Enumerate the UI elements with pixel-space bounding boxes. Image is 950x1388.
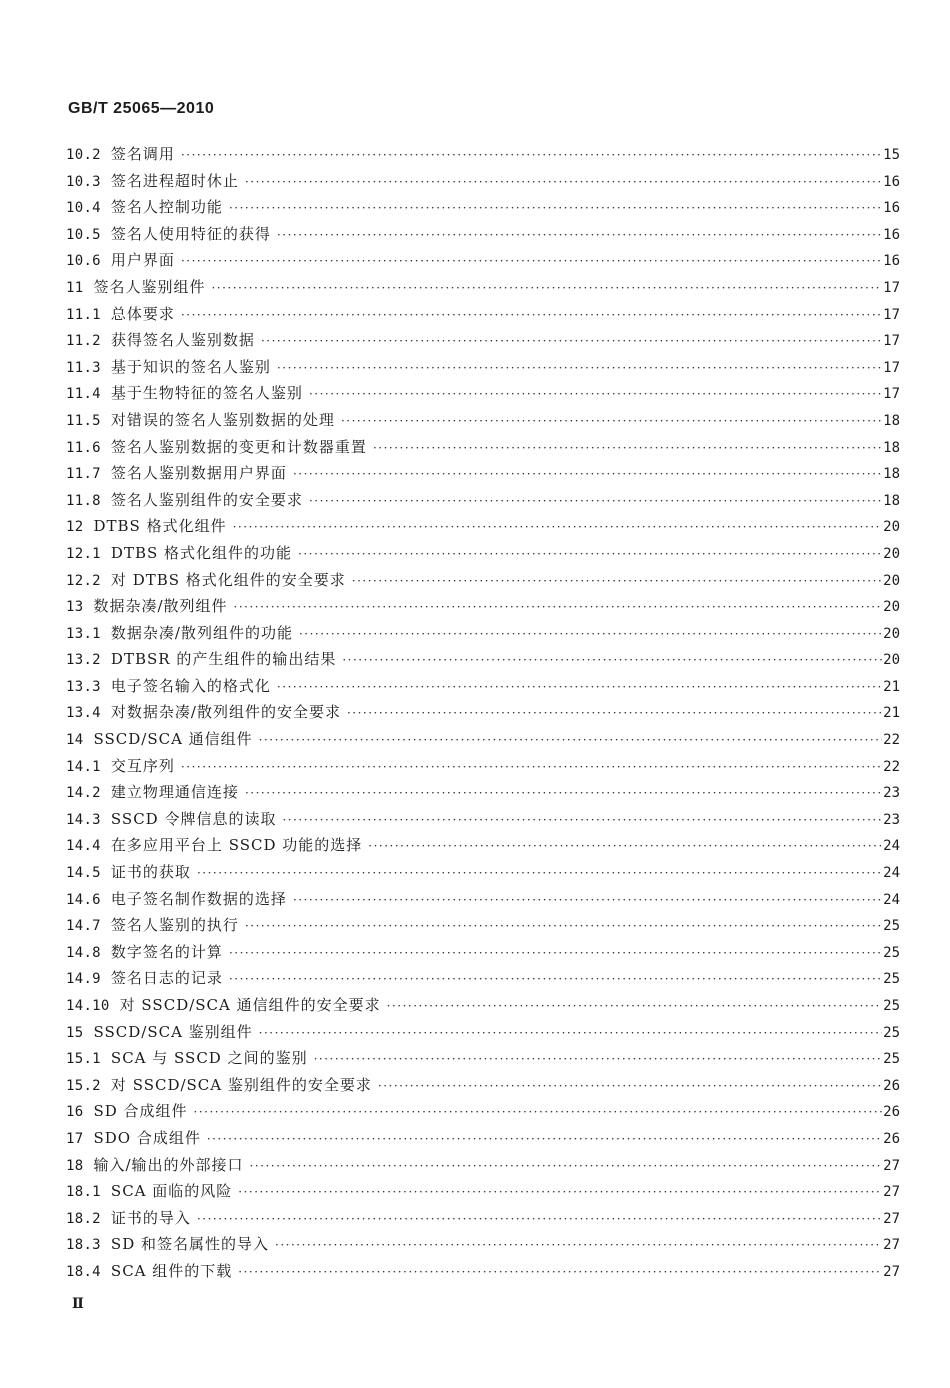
toc-entry-number: 18.3 [66,1237,101,1254]
toc-entry-number: 15 [66,1024,84,1041]
toc-entry[interactable] [66,223,900,250]
toc-entry-number: 10.6 [66,253,101,270]
toc-entry-title: 交互序列 [110,756,175,775]
toc-entry-title: 签名人鉴别组件 [93,277,206,296]
toc-entry-number: 11.1 [66,306,101,323]
toc-entry-title: SSCD 令牌信息的读取 [110,809,277,828]
toc-entry-page: 18 [883,439,900,456]
toc-entry-number: 11.4 [66,386,101,403]
toc-entry-number: 13.1 [66,625,101,642]
toc-entry-page: 18 [883,466,900,483]
toc-entry-page: 20 [883,652,900,669]
toc-entry[interactable] [66,1047,900,1074]
toc-dot-leader [255,334,882,348]
toc-entry-number: 11.3 [66,359,101,376]
toc-dot-leader [269,1238,882,1252]
toc-dot-leader [253,733,882,747]
toc-entry-page: 27 [883,1237,900,1254]
toc-entry-title: 电子签名输入的格式化 [110,676,271,695]
toc-entry-page: 27 [883,1210,900,1227]
toc-entry[interactable] [66,675,900,702]
toc-entry[interactable] [66,728,900,755]
toc-entry[interactable] [66,941,900,968]
toc-entry-number: 14.6 [66,891,101,908]
toc-entry-title: 证书的获取 [110,863,191,882]
toc-entry-page: 22 [883,732,900,749]
toc-entry-number: 11.2 [66,333,101,350]
toc-entry-number: 18.1 [66,1184,101,1201]
toc-entry-page: 16 [883,173,900,190]
toc-entry-number: 14.5 [66,865,101,882]
toc-entry-title: SD 合成组件 [93,1102,188,1121]
toc-entry-number: 12 [66,519,84,536]
toc-entry[interactable] [66,436,900,463]
toc-entry-page: 25 [883,1024,900,1041]
toc-dot-leader [191,866,882,880]
toc-entry[interactable] [66,648,900,675]
toc-entry-page: 25 [883,944,900,961]
toc-dot-leader [188,1105,882,1119]
toc-entry-page: 20 [883,599,900,616]
toc-dot-leader [335,414,882,428]
toc-entry[interactable] [66,1233,900,1260]
toc-entry-number: 15.1 [66,1051,101,1068]
toc-entry-title: 签名人鉴别的执行 [110,916,239,935]
toc-dot-leader [223,946,882,960]
toc-entry-page: 27 [883,1263,900,1280]
toc-entry[interactable] [66,808,900,835]
toc-entry-number: 16 [66,1104,84,1121]
toc-dot-leader [223,201,882,215]
toc-entry-number: 10.5 [66,226,101,243]
toc-entry[interactable] [66,329,900,356]
toc-dot-leader [223,972,882,986]
toc-entry-title: 数据杂凑/散列组件 [93,597,228,616]
toc-entry[interactable] [66,489,900,516]
toc-entry-number: 10.3 [66,173,101,190]
toc-entry-page: 27 [883,1157,900,1174]
toc-entry-page: 20 [883,572,900,589]
toc-entry-title: 对数据杂凑/散列组件的安全要求 [110,703,341,722]
toc-entry-title: SCA 面临的风险 [110,1182,233,1201]
toc-dot-leader [239,786,882,800]
toc-entry-page: 21 [883,705,900,722]
toc-entry[interactable] [66,1180,900,1207]
toc-dot-leader [175,308,882,322]
toc-entry-title: 数字签名的计算 [110,942,223,961]
toc-entry-page: 23 [883,811,900,828]
toc-entry[interactable] [66,994,900,1021]
toc-entry-title: 签名调用 [110,145,175,163]
toc-entry-title: 签名人鉴别数据用户界面 [110,464,287,483]
toc-dot-leader [336,653,882,667]
toc-entry-title: 用户界面 [110,251,175,270]
toc-entry-number: 13 [66,599,84,616]
toc-entry-page: 18 [883,412,900,429]
toc-entry[interactable] [66,861,900,888]
toc-entry-page: 25 [883,1051,900,1068]
toc-dot-leader [372,1079,882,1093]
toc-dot-leader [367,441,882,455]
toc-entry-page: 23 [883,785,900,802]
toc-entry-page: 17 [883,359,900,376]
toc-entry[interactable] [66,888,900,915]
toc-entry-page: 26 [883,1077,900,1094]
toc-entry-title: 签名人鉴别组件的安全要求 [110,490,303,509]
toc-entry-number: 14.9 [66,971,101,988]
toc-entry-number: 13.2 [66,652,101,669]
toc-entry-title: SSCD/SCA 通信组件 [93,730,253,749]
toc-dot-leader [287,893,882,907]
toc-entry[interactable] [66,356,900,383]
toc-entry[interactable] [66,595,900,622]
toc-entry[interactable] [66,1207,900,1234]
toc-entry-page: 20 [883,625,900,642]
toc-entry-page: 25 [883,998,900,1014]
toc-entry-page: 25 [883,918,900,935]
toc-entry-page: 20 [883,519,900,536]
toc-entry-page: 15 [883,147,900,163]
toc-dot-leader [308,1052,882,1066]
toc-entry-number: 14.1 [66,758,101,775]
toc-entry[interactable] [66,143,900,170]
toc-entry-number: 14.8 [66,944,101,961]
toc-entry-title: 建立物理通信连接 [110,783,239,802]
toc-entry-title: 签名日志的记录 [110,969,223,988]
toc-entry[interactable] [66,701,900,728]
toc-dot-leader [303,494,882,508]
toc-dot-leader [346,574,882,588]
toc-dot-leader [271,361,882,375]
toc-entry[interactable] [66,914,900,941]
toc-entry-number: 14.7 [66,918,101,935]
toc-entry-number: 13.4 [66,705,101,722]
toc-entry-title: 总体要求 [110,304,175,323]
toc-dot-leader [232,1265,882,1279]
toc-entry-number: 14 [66,732,84,749]
toc-entry[interactable] [66,1260,900,1287]
toc-entry[interactable] [66,1127,900,1154]
toc-entry-page: 18 [883,492,900,509]
toc-entry-title: SSCD/SCA 鉴别组件 [93,1022,253,1041]
toc-entry-number: 17 [66,1130,84,1147]
toc-entry-page: 27 [883,1184,900,1201]
toc-entry-number: 14.10 [66,998,110,1014]
toc-entry-title: 输入/输出的外部接口 [93,1155,244,1174]
toc-entry[interactable] [66,515,900,542]
toc-entry-title: 对 SSCD/SCA 通信组件的安全要求 [119,996,381,1014]
toc-entry-page: 16 [883,226,900,243]
toc-entry-title: SCA 与 SSCD 之间的鉴别 [110,1049,308,1068]
toc-entry-title: 基于生物特征的签名人鉴别 [110,384,303,403]
toc-entry[interactable] [66,542,900,569]
toc-entry[interactable] [66,622,900,649]
toc-dot-leader [287,467,882,481]
toc-entry-title: 在多应用平台上 SSCD 功能的选择 [110,836,363,855]
toc-entry-number: 11.5 [66,412,101,429]
toc-entry-number: 18 [66,1157,84,1174]
toc-dot-leader [239,175,882,189]
toc-entry[interactable] [66,170,900,197]
toc-dot-leader [362,839,882,853]
table-of-contents [66,143,900,1287]
toc-entry-title: 数据杂凑/散列组件的功能 [110,623,293,642]
toc-entry-page: 17 [883,386,900,403]
toc-entry-title: DTBSR 的产生组件的输出结果 [110,650,337,669]
toc-entry-title: 获得签名人鉴别数据 [110,331,255,350]
toc-entry-page: 17 [883,333,900,350]
toc-entry[interactable] [66,1100,900,1127]
toc-entry-number: 12.1 [66,545,101,562]
toc-dot-leader [175,254,882,268]
toc-entry-page: 26 [883,1104,900,1121]
toc-entry-number: 11.6 [66,439,101,456]
toc-entry-number: 11 [66,279,84,296]
toc-dot-leader [303,387,882,401]
toc-entry[interactable] [66,834,900,861]
page-number: Ⅱ [72,1296,84,1312]
toc-entry-page: 24 [883,838,900,855]
toc-dot-leader [244,1159,882,1173]
toc-entry-number: 12.2 [66,572,101,589]
toc-entry[interactable] [66,409,900,436]
toc-entry-page: 17 [883,279,900,296]
toc-entry-number: 11.8 [66,492,101,509]
toc-entry-title: 对 DTBS 格式化组件的安全要求 [110,570,346,589]
toc-entry[interactable] [66,276,900,303]
toc-entry-title: 对 SSCD/SCA 鉴别组件的安全要求 [110,1075,372,1094]
toc-entry[interactable] [66,196,900,223]
toc-entry-page: 16 [883,200,900,217]
toc-entry-title: 签名人使用特征的获得 [110,224,271,243]
toc-dot-leader [253,1026,882,1040]
toc-dot-leader [175,760,882,774]
document-header: GB/T 25065—2010 [68,100,215,117]
toc-entry-number: 10.4 [66,200,101,217]
toc-dot-leader [205,281,882,295]
toc-entry[interactable] [66,303,900,330]
toc-entry-page: 21 [883,678,900,695]
toc-entry-page: 24 [883,891,900,908]
toc-dot-leader [271,228,882,242]
toc-entry-page: 22 [883,758,900,775]
toc-entry-number: 10.2 [66,147,101,163]
toc-dot-leader [239,919,882,933]
toc-entry[interactable] [66,462,900,489]
toc-entry-title: 证书的导入 [110,1208,191,1227]
toc-entry-title: SDO 合成组件 [93,1128,201,1147]
toc-entry-number: 14.3 [66,811,101,828]
toc-entry-title: 签名人鉴别数据的变更和计数器重置 [110,437,367,456]
toc-entry-page: 24 [883,865,900,882]
toc-dot-leader [201,1132,882,1146]
toc-dot-leader [175,148,882,162]
toc-dot-leader [227,520,882,534]
toc-entry-title: SCA 组件的下载 [110,1261,233,1280]
toc-entry-page: 26 [883,1130,900,1147]
toc-entry-page: 25 [883,971,900,988]
toc-entry-title: 签名人控制功能 [110,198,223,217]
toc-entry-page: 17 [883,306,900,323]
toc-entry[interactable] [66,382,900,409]
toc-dot-leader [381,999,882,1013]
toc-entry[interactable] [66,967,900,994]
toc-dot-leader [191,1212,882,1226]
toc-entry[interactable] [66,1154,900,1181]
toc-entry[interactable] [66,1021,900,1048]
toc-entry-title: 对错误的签名人鉴别数据的处理 [110,410,335,429]
toc-entry-number: 15.2 [66,1077,101,1094]
toc-entry-title: 电子签名制作数据的选择 [110,889,287,908]
toc-dot-leader [232,1185,882,1199]
toc-entry-number: 18.4 [66,1263,101,1280]
toc-entry-number: 14.4 [66,838,101,855]
toc-entry-number: 13.3 [66,678,101,695]
toc-entry-title: 基于知识的签名人鉴别 [110,357,271,376]
toc-entry[interactable] [66,781,900,808]
toc-entry[interactable] [66,249,900,276]
toc-dot-leader [271,680,882,694]
toc-entry-number: 11.7 [66,466,101,483]
toc-entry[interactable] [66,755,900,782]
toc-entry-page: 16 [883,253,900,270]
toc-entry-title: 签名进程超时休止 [110,171,239,190]
toc-entry[interactable] [66,569,900,596]
toc-dot-leader [228,600,882,614]
toc-entry-number: 14.2 [66,785,101,802]
toc-dot-leader [293,627,882,641]
toc-entry-title: SD 和签名属性的导入 [110,1235,269,1254]
toc-dot-leader [292,547,882,561]
toc-dot-leader [341,706,882,720]
toc-entry-title: DTBS 格式化组件 [93,517,227,536]
toc-entry-title: DTBS 格式化组件的功能 [110,543,293,562]
toc-dot-leader [276,813,882,827]
toc-entry-number: 18.2 [66,1210,101,1227]
toc-entry[interactable] [66,1074,900,1101]
toc-entry-page: 20 [883,545,900,562]
